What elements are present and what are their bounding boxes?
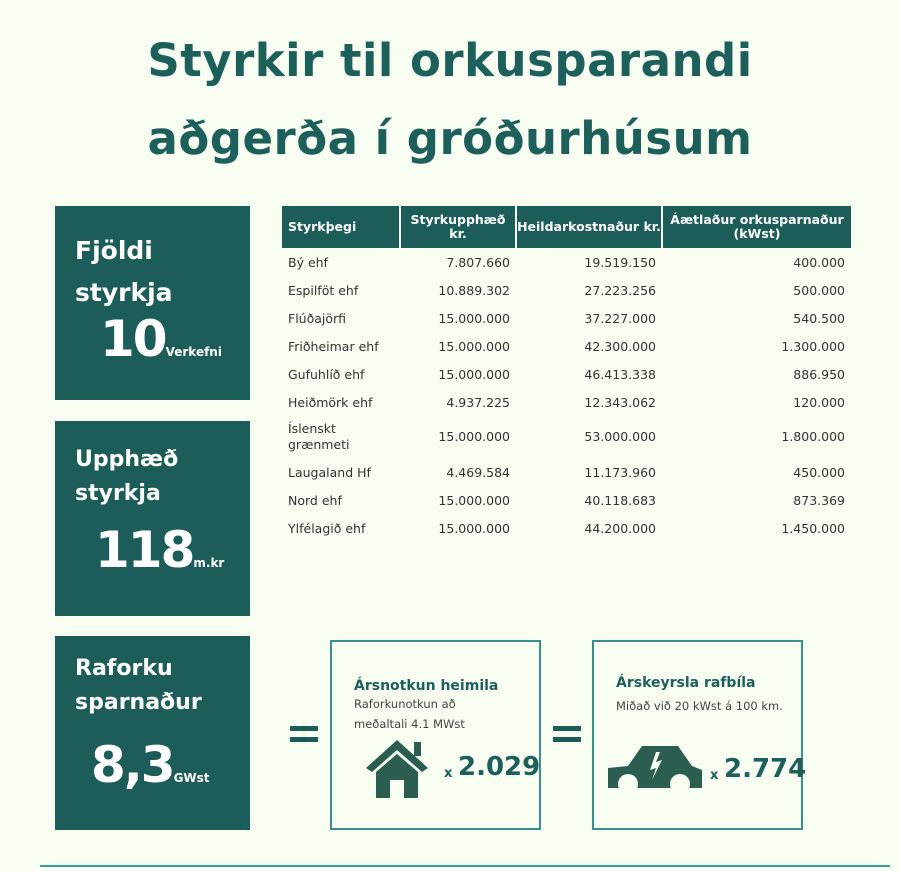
table-cell: 873.369	[793, 492, 845, 508]
table-cell: 500.000	[793, 282, 845, 298]
house-icon	[364, 738, 430, 800]
col-header: Áætlaður orkusparnaður (kWst)	[662, 206, 851, 248]
col-header: Styrkupphæð kr.	[400, 206, 516, 248]
table-cell: 10.889.302	[438, 282, 510, 298]
table-row	[282, 332, 851, 360]
table-cell: 1.300.000	[781, 338, 845, 354]
grants-table	[282, 206, 851, 542]
page-title	[0, 22, 900, 178]
multiply-sign: x	[710, 768, 719, 783]
table-cell: 886.950	[793, 366, 845, 382]
table-cell: 15.000.000	[438, 520, 510, 536]
stat-grant-count	[55, 206, 250, 400]
stat-value: 8,3GWst	[91, 736, 210, 794]
table-cell: 120.000	[793, 394, 845, 410]
table-cell: Íslenskt grænmeti	[288, 421, 350, 452]
table-cell: 1.800.000	[781, 429, 845, 444]
table-cell: Nord ehf	[288, 492, 342, 508]
table-cell: 450.000	[793, 464, 845, 480]
table-row	[282, 276, 851, 304]
table-header-row	[282, 206, 851, 248]
table-cell: 46.413.338	[584, 366, 656, 382]
table-cell: 4.937.225	[446, 394, 510, 410]
table-row	[282, 304, 851, 332]
table-cell: 12.343.062	[584, 394, 656, 410]
table-cell: Bý ehf	[288, 254, 328, 270]
table-cell: 15.000.000	[438, 492, 510, 508]
table-cell: 42.300.000	[584, 338, 656, 354]
stat-value: 118m.kr	[95, 521, 225, 579]
stat-unit: m.kr	[193, 556, 225, 570]
table-cell: 44.200.000	[584, 520, 656, 536]
table-cell: 40.118.683	[584, 492, 656, 508]
table-cell: 27.223.256	[584, 282, 656, 298]
title-line-2: aðgerða í gróðurhúsum	[147, 112, 753, 165]
table-cell: 540.500	[793, 310, 845, 326]
table-row	[282, 388, 851, 416]
title-line-1: Styrkir til orkusparandi	[147, 34, 753, 87]
table-cell: 15.000.000	[438, 310, 510, 326]
multiply-sign: x	[444, 766, 453, 781]
table-row	[282, 514, 851, 542]
electric-car-icon	[606, 744, 704, 796]
table-row	[282, 486, 851, 514]
table-cell: 15.000.000	[438, 429, 510, 444]
equals-icon	[290, 726, 318, 742]
stat-value: 10Verkefni	[100, 310, 222, 368]
card-subtitle: meðaltali 4.1 MWst	[354, 717, 465, 731]
card-title: Ársnotkun heimila	[354, 678, 499, 694]
table-row	[282, 248, 851, 276]
col-header: Styrkþegi	[282, 206, 400, 248]
cars-value: 2.774	[724, 754, 807, 784]
col-header: Heildarkostnaður kr.	[516, 206, 662, 248]
stat-label: Upphæð styrkja	[75, 447, 179, 506]
stat-grant-amount	[55, 421, 250, 616]
table-row	[282, 360, 851, 388]
stat-unit: GWst	[173, 771, 210, 785]
stat-label: Fjöldi styrkja	[75, 236, 173, 307]
stat-label: Raforku sparnaður	[75, 656, 202, 715]
table-row	[282, 416, 851, 458]
table-cell: 19.519.150	[584, 254, 656, 270]
table-cell: 1.450.000	[781, 520, 845, 536]
table-cell: 37.227.000	[584, 310, 656, 326]
cars-card	[592, 640, 807, 830]
table-cell: 15.000.000	[438, 338, 510, 354]
card-subtitle: Raforkunotkun að	[354, 697, 456, 711]
table-row	[282, 458, 851, 486]
table-cell: 11.173.960	[584, 464, 656, 480]
table-cell: 4.469.584	[446, 464, 510, 480]
table-cell: Heiðmörk ehf	[288, 394, 373, 410]
table-cell: Friðheimar ehf	[288, 338, 379, 354]
table-cell: 7.807.660	[446, 254, 510, 270]
table-cell: Ylfélagið ehf	[288, 520, 366, 536]
stat-unit: Verkefni	[165, 345, 222, 359]
divider	[40, 865, 890, 867]
homes-card	[330, 640, 541, 830]
table-cell: Gufuhlíð ehf	[288, 366, 365, 382]
card-subtitle: Miðað við 20 kWst á 100 km.	[616, 699, 783, 713]
homes-value: 2.029	[458, 752, 541, 782]
table-cell: Espilföt ehf	[288, 282, 359, 298]
table-cell: Flúðajörfi	[288, 310, 347, 326]
table-cell: 15.000.000	[438, 366, 510, 382]
card-title: Árskeyrsla rafbíla	[616, 675, 756, 691]
table-cell: 400.000	[793, 254, 845, 270]
table-cell: Laugaland Hf	[288, 464, 371, 480]
stat-energy-savings	[55, 636, 250, 830]
table-cell: 53.000.000	[584, 429, 656, 444]
equals-icon	[553, 726, 581, 742]
